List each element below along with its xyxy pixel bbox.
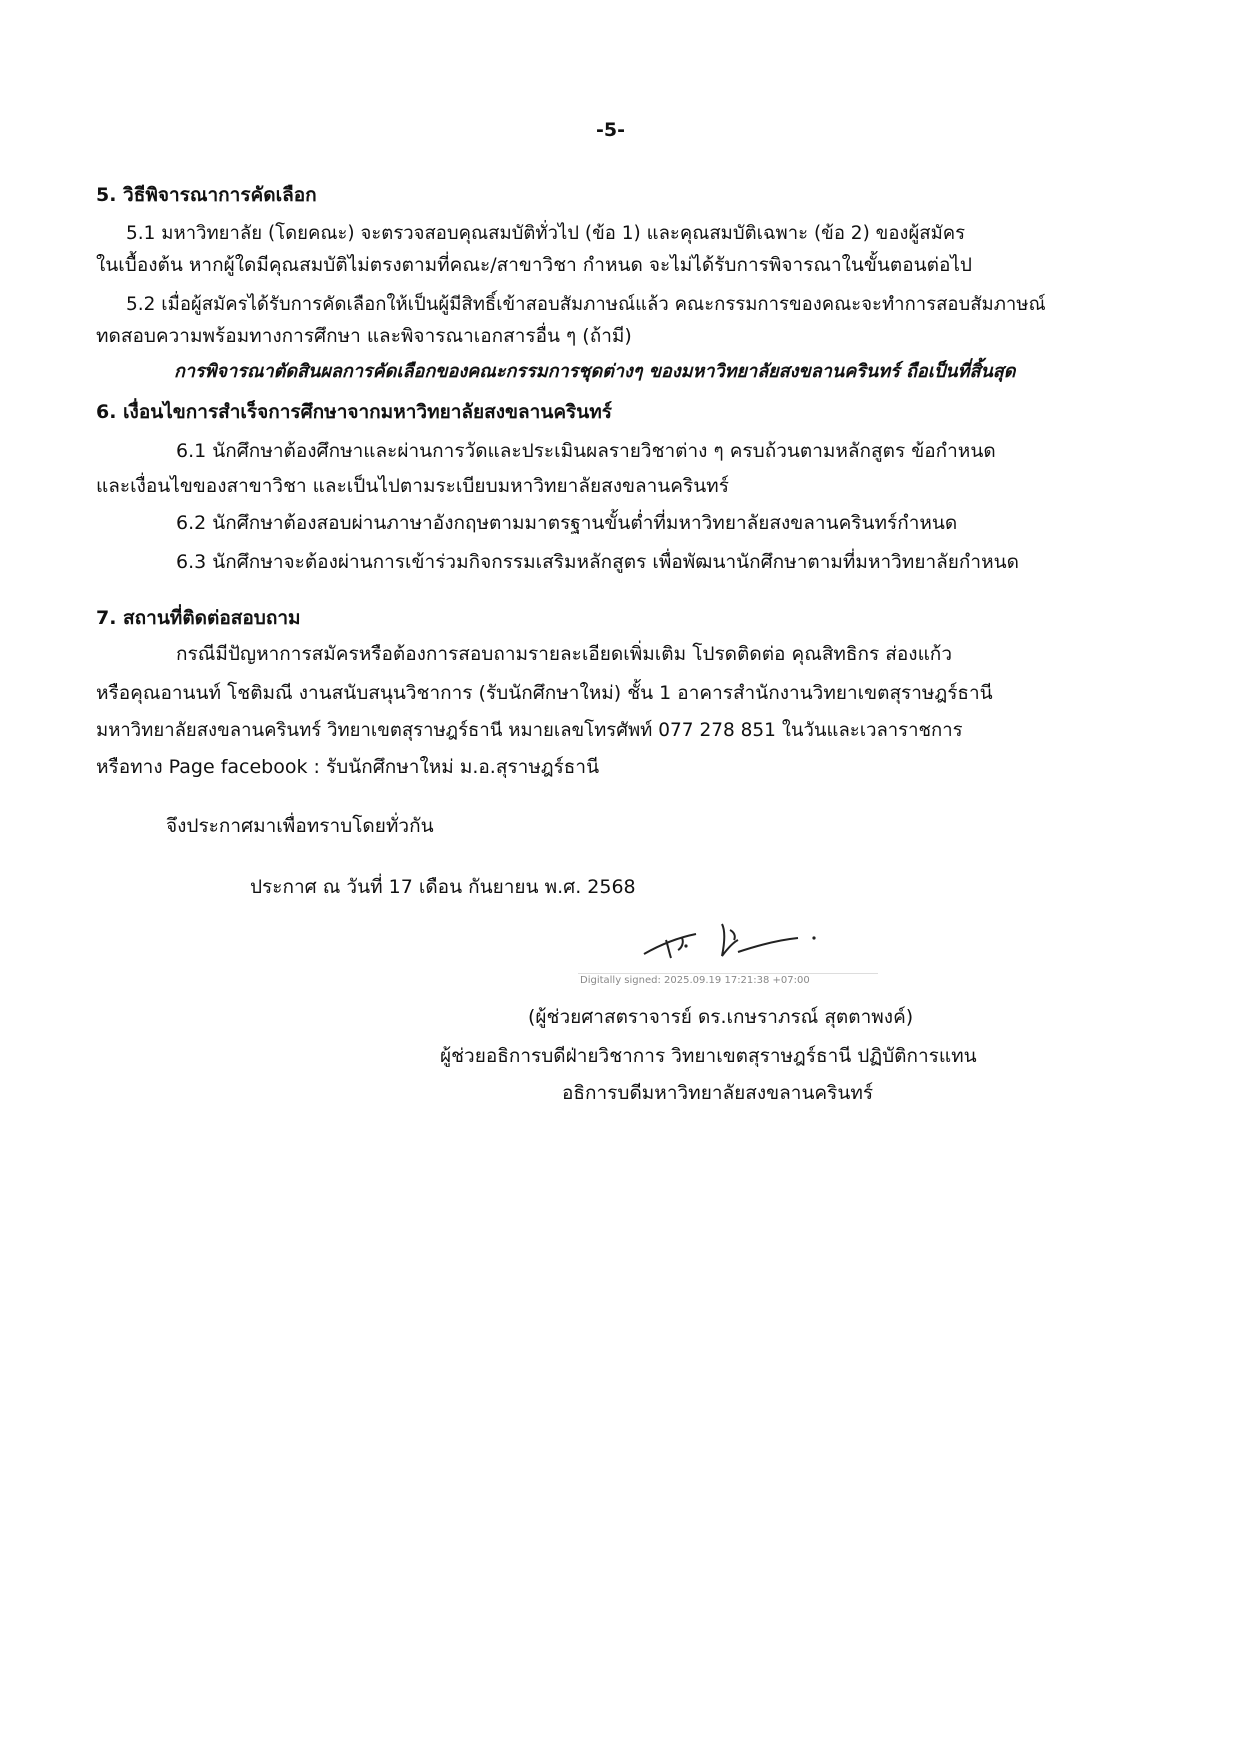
- section-5-1-line-2: ในเบื้องต้น หากผู้ใดมีคุณสมบัติไม่ตรงตามที่คณะ/สาขาวิชา กำหนด จะไม่ได้รับการพิจารณาในขั้นตอนต่อไป: [96, 254, 972, 276]
- section-7-line-3: มหาวิทยาลัยสงขลานครินทร์ วิทยาเขตสุราษฎร์ธานี หมายเลขโทรศัพท์ 077 278 851 ในวันและเวลาราชการ: [96, 720, 963, 741]
- section-6-1-line-2: และเงื่อนไขของสาขาวิชา และเป็นไปตามระเบียบมหาวิทยาลัยสงขลานครินทร์: [96, 475, 729, 497]
- announcement-date: ประกาศ ณ วันที่ 17 เดือน กันยายน พ.ศ. 2568: [250, 876, 636, 898]
- section-6-2: 6.2 นักศึกษาต้องสอบผ่านภาษาอังกฤษตามมาตรฐานขั้นต่ำที่มหาวิทยาลัยสงขลานครินทร์กำหนด: [176, 512, 958, 534]
- section-7-line-1: กรณีมีปัญหาการสมัครหรือต้องการสอบถามรายละเอียดเพิ่มเติม โปรดติดต่อ คุณสิทธิกร ส่องแก้ว: [176, 643, 952, 665]
- section-6-heading: 6. เงื่อนไขการสำเร็จการศึกษาจากมหาวิทยาลัยสงขลานครินทร์: [96, 401, 612, 423]
- section-7-line-2: หรือคุณอานนท์ โชติมณี งานสนับสนุนวิชาการ (รับนักศึกษาใหม่) ชั้น 1 อาคารสำนักงานวิทยาเขตสุราษฎร์ธานี: [96, 682, 993, 704]
- section-5-1-line-1: 5.1 มหาวิทยาลัย (โดยคณะ) จะตรวจสอบคุณสมบัติทั่วไป (ข้อ 1) และคุณสมบัติเฉพาะ (ข้อ 2) ของผู้สมัคร: [126, 223, 966, 244]
- section-5-heading: 5. วิธีพิจารณาการคัดเลือก: [96, 184, 317, 206]
- section-5-final-note: การพิจารณาตัดสินผลการคัดเลือกของคณะกรรมการชุดต่างๆ ของมหาวิทยาลัยสงขลานครินทร์ ถือเป็นที่สิ้นสุด: [174, 361, 1016, 382]
- closing-statement: จึงประกาศมาเพื่อทราบโดยทั่วกัน: [166, 815, 434, 837]
- handwritten-signature: [638, 916, 838, 966]
- section-5-2-line-2: ทดสอบความพร้อมทางการศึกษา และพิจารณาเอกสารอื่น ๆ (ถ้ามี): [96, 325, 632, 347]
- section-7-heading: 7. สถานที่ติดต่อสอบถาม: [96, 607, 301, 629]
- page-number: -5-: [596, 119, 625, 141]
- section-6-3: 6.3 นักศึกษาจะต้องผ่านการเข้าร่วมกิจกรรมเสริมหลักสูตร เพื่อพัฒนานักศึกษาตามที่มหาวิทยาลัยกำหนด: [176, 551, 1019, 573]
- digital-signature-stamp: Digitally signed: 2025.09.19 17:21:38 +07:00: [580, 975, 810, 986]
- section-6-1-line-1: 6.1 นักศึกษาต้องศึกษาและผ่านการวัดและประเมินผลรายวิชาต่าง ๆ ครบถ้วนตามหลักสูตร ข้อกำหนด: [176, 440, 996, 462]
- signer-name: (ผู้ช่วยศาสตราจารย์ ดร.เกษราภรณ์ สุตตาพงค์): [528, 1006, 914, 1028]
- section-7-line-4: หรือทาง Page facebook : รับนักศึกษาใหม่ ม.อ.สุราษฎร์ธานี: [96, 756, 600, 778]
- signer-title-line-1: ผู้ช่วยอธิการบดีฝ่ายวิชาการ วิทยาเขตสุราษฎร์ธานี ปฏิบัติการแทน: [440, 1045, 977, 1067]
- signer-title-line-2: อธิการบดีมหาวิทยาลัยสงขลานครินทร์: [562, 1082, 874, 1104]
- section-5-2-line-1: 5.2 เมื่อผู้สมัครได้รับการคัดเลือกให้เป็นผู้มีสิทธิ์เข้าสอบสัมภาษณ์แล้ว คณะกรรมการของคณะจะทำการสอบสัมภาษณ์: [126, 294, 1046, 315]
